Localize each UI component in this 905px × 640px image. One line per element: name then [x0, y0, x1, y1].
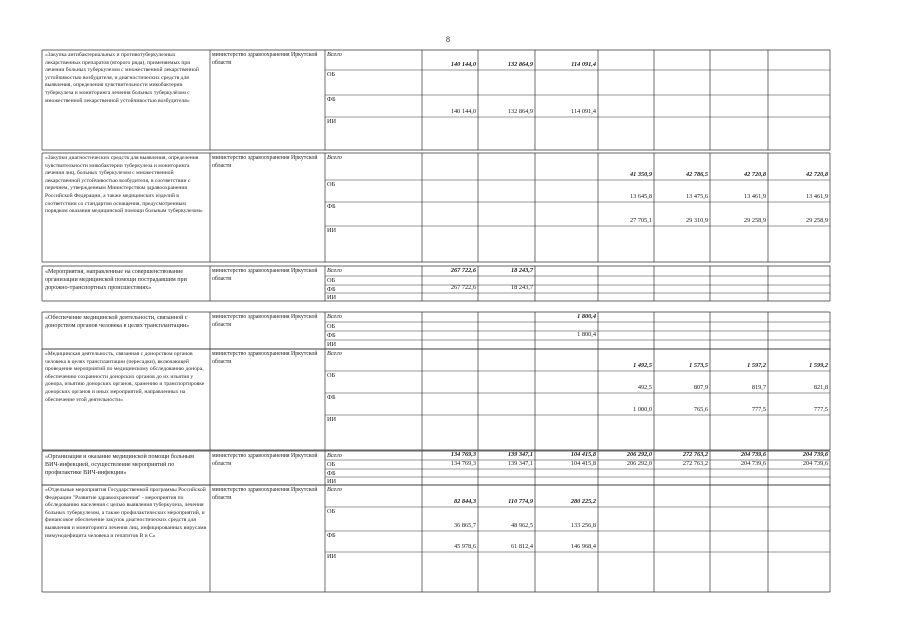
funding-source-label: ИИ	[327, 227, 337, 234]
value-cell: 1 599,2	[809, 362, 828, 369]
value-cell: 29 258,9	[743, 217, 766, 224]
event-description: «Мероприятия, направленные на совершенствование организации медицинской помощи пострадавшим при дорожно-транспортных происшествиях»	[45, 269, 187, 292]
value-cell: 132 864,9	[507, 108, 533, 115]
value-cell: 18 243,7	[510, 267, 533, 274]
value-cell: 146 968,4	[570, 543, 596, 550]
value-cell: 41 350,9	[629, 171, 652, 178]
funding-source-label: ИИ	[327, 294, 337, 301]
value-cell: 134 769,3	[450, 460, 476, 467]
executor: министерство здравоохранения Иркутской области	[212, 453, 318, 467]
value-cell: 36 865,7	[453, 522, 476, 529]
funding-source-label: Всего	[327, 452, 342, 459]
value-cell: 765,6	[693, 406, 708, 413]
value-cell: 82 844,3	[453, 498, 476, 505]
funding-source-label: ФБ	[327, 394, 336, 401]
value-cell: 206 292,0	[626, 460, 652, 467]
value-cell: 1 492,5	[633, 362, 652, 369]
funding-source-label: ОБ	[327, 71, 336, 78]
value-cell: 48 962,5	[510, 522, 533, 529]
value-cell: 777,5	[751, 406, 766, 413]
executor: министерство здравоохранения Иркутской области	[212, 351, 318, 365]
value-cell: 132 864,9	[507, 61, 533, 68]
event-description: «Обеспечение медицинской деятельности, связанной с донорством органов человека в целях трансплантации»	[45, 315, 190, 330]
funding-source-label: ФБ	[327, 332, 336, 339]
funding-source-label: ИИ	[327, 553, 337, 560]
value-cell: 777,5	[813, 406, 828, 413]
value-cell: 1 597,2	[747, 362, 766, 369]
value-cell: 204 739,6	[740, 460, 766, 467]
value-cell: 13 475,6	[685, 193, 708, 200]
value-cell: 18 243,7	[510, 284, 533, 291]
value-cell: 61 812,4	[510, 543, 533, 550]
funding-source-label: Всего	[327, 486, 342, 493]
value-cell: 267 722,6	[450, 267, 476, 274]
value-cell: 42 720,8	[805, 171, 828, 178]
funding-source-label: ФБ	[327, 470, 336, 477]
event-description: «Закупки диагностических средств для выявления, определения чувствительности микобактерии туберкулеза и мониторинга лечения лиц, больных туберкулезом с множественной лекарственной устойчивостью возбудителя, в соответствии с перечнем, утвержденным Министерством здравоохранения Российской Федерации, а также медицинских изделий в соответствии со стандартом оснащения, предусмотренным порядком оказания медицинской помощи больным туберкулезом»	[45, 155, 203, 215]
funding-source-label: ИИ	[327, 416, 337, 423]
executor: министерство здравоохранения Иркутской области	[212, 155, 318, 169]
value-cell: 133 256,8	[570, 522, 596, 529]
executor: министерство здравоохранения Иркутской области	[212, 314, 318, 328]
funding-source-label: Всего	[327, 51, 342, 58]
funding-source-label: Всего	[327, 313, 342, 320]
funding-source-label: ФБ	[327, 203, 336, 210]
value-cell: 27 705,1	[629, 217, 652, 224]
funding-source-label: ИИ	[327, 478, 337, 485]
value-cell: 204 739,6	[802, 460, 828, 467]
funding-source-label: ИИ	[327, 118, 337, 125]
funding-source-label: ФБ	[327, 286, 336, 293]
funding-source-label: ОБ	[327, 181, 336, 188]
executor: министерство здравоохранения Иркутской области	[212, 52, 318, 66]
value-cell: 104 415,8	[570, 460, 596, 467]
value-cell: 272 763,2	[682, 460, 708, 467]
funding-source-label: ОБ	[327, 461, 336, 468]
value-cell: 1 573,5	[689, 362, 708, 369]
value-cell: 13 461,9	[743, 193, 766, 200]
funding-source-label: Всего	[327, 267, 342, 274]
value-cell: 134 769,3	[450, 451, 476, 458]
value-cell: 821,8	[813, 384, 828, 391]
value-cell: 139 347,1	[507, 460, 533, 467]
value-cell: 272 763,2	[682, 451, 708, 458]
value-cell: 13 461,9	[805, 193, 828, 200]
value-cell: 267 722,6	[450, 284, 476, 291]
event-description: «Медицинская деятельность, связанная с донорством органов человека в целях трансплантации (пересадки), включающей проведение мероприятий по медицинскому обследованию донора, обеспечению сохранности донорских органов до их изъятия у донора, изъятию донорских органов, хранению и транспортировке донорских органов и иных мероприятий, направленных на обеспечение этой деятельности»	[45, 351, 205, 403]
value-cell: 45 978,6	[453, 543, 476, 550]
funding-source-label: ИИ	[327, 341, 337, 348]
value-cell: 280 225,2	[570, 498, 596, 505]
event-description: «Отдельные мероприятия Государственной программы Российской Федерации "Развитие здравоохранения" - мероприятия по обследованию населения с целью выявления туберкулеза, лечения больных туберкулезом, а также профилактических мероприятий, и финансовое обеспечение закупок диагностических средств для выявления и мониторинга лечения лиц, инфицированных вирусами иммунодефицита человека и гепатитов В и С»	[45, 487, 207, 539]
executor: министерство здравоохранения Иркутской области	[212, 268, 318, 282]
value-cell: 1 800,4	[577, 313, 596, 320]
value-cell: 807,9	[693, 384, 708, 391]
value-cell: 492,5	[637, 384, 652, 391]
funding-source-label: ФБ	[327, 532, 336, 539]
page-number: 8	[446, 35, 450, 44]
event-description: «Организация и оказание медицинской помощи больным ВИЧ-инфекцией, осуществление мероприятий по профилактике ВИЧ-инфекции»	[45, 454, 194, 477]
value-cell: 42 720,8	[743, 171, 766, 178]
value-cell: 819,7	[751, 384, 766, 391]
value-cell: 139 347,1	[507, 451, 533, 458]
value-cell: 206 292,0	[626, 451, 652, 458]
funding-source-label: Всего	[327, 154, 342, 161]
value-cell: 1 800,4	[577, 331, 596, 338]
value-cell: 1 000,0	[633, 406, 652, 413]
executor: министерство здравоохранения Иркутской области	[212, 487, 318, 501]
funding-source-label: ОБ	[327, 323, 336, 330]
value-cell: 204 739,6	[740, 451, 766, 458]
value-cell: 29 258,9	[805, 217, 828, 224]
funding-source-label: Всего	[327, 350, 342, 357]
event-description: «Закупка антибактериальных и противотуберкулезных лекарственных препаратов (второго ряда), применяемых при лечении больных туберкулезом с множественной лекарственной устойчивостью возбудителя, и диагностических средств для выявления, определения чувствительности микобактерии туберкулеза и мониторинга лечения больных туберкулёзом с множественной лекарственной устойчивостью возбудителя»	[45, 52, 199, 104]
value-cell: 114 091,4	[571, 108, 596, 115]
funding-source-label: ОБ	[327, 508, 336, 515]
value-cell: 140 144,0	[450, 61, 476, 68]
funding-source-label: ФБ	[327, 96, 336, 103]
value-cell: 110 774,9	[508, 498, 533, 505]
value-cell: 114 091,4	[571, 61, 596, 68]
funding-source-label: ОБ	[327, 277, 336, 284]
value-cell: 42 786,5	[685, 171, 708, 178]
value-cell: 140 144,0	[450, 108, 476, 115]
value-cell: 29 310,9	[685, 217, 708, 224]
value-cell: 204 739,6	[802, 451, 828, 458]
funding-source-label: ОБ	[327, 372, 336, 379]
value-cell: 104 415,8	[570, 451, 596, 458]
value-cell: 13 645,8	[629, 193, 652, 200]
